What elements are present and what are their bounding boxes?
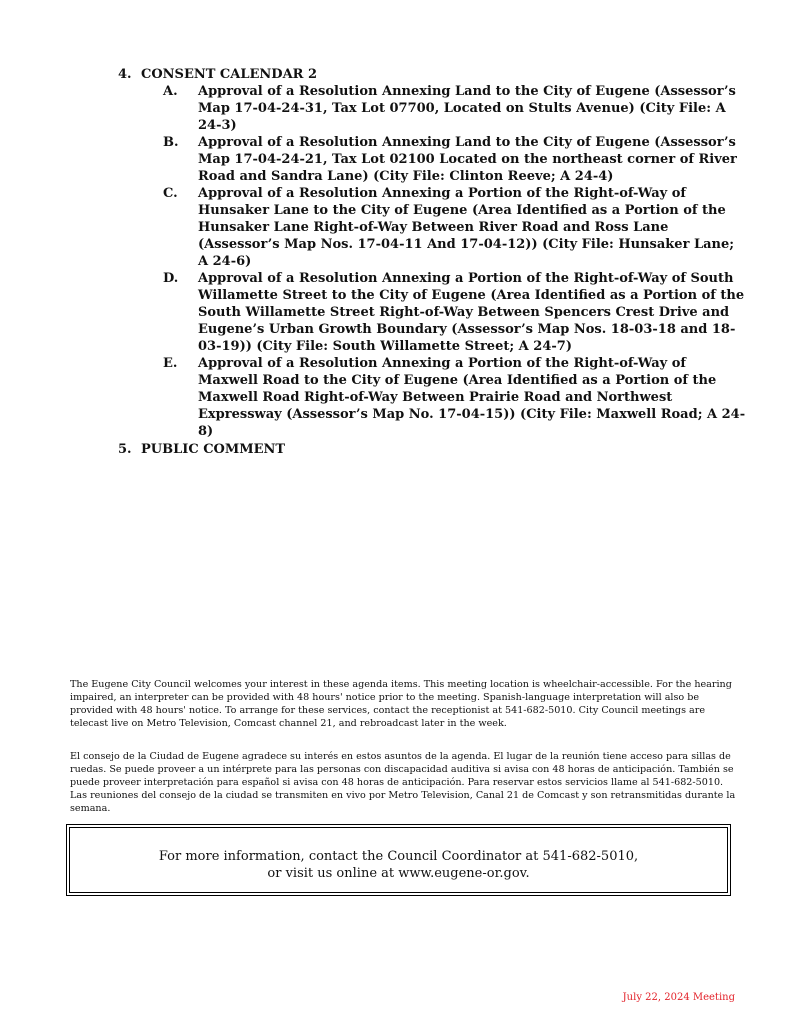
item-text: Approval of a Resolution Annexing a Portion of the Right-of-Way of Maxwell Road to the City of Eugene (Area Identified as a Portion of the Maxwell Road Right-of-Way Between Prairie Road and Northwest Expressway (Assessor’s Map No. 17-04-15)) (City File: Maxwell Road; A 24-8) [198, 356, 746, 439]
agenda-item-d [141, 270, 748, 355]
section-public-comment [118, 441, 748, 458]
item-letter: C. [163, 186, 178, 201]
section-number: 5. [118, 442, 132, 457]
section-heading: CONSENT CALENDAR 2 [141, 67, 318, 82]
consent-items-list [141, 83, 748, 440]
item-letter: B. [163, 135, 179, 150]
item-letter: D. [163, 271, 179, 286]
agenda-item-e [141, 355, 748, 440]
accessibility-notice-english: The Eugene City Council welcomes your interest in these agenda items. This meeting location is wheelchair-accessible. For the hearing impaired, an interpreter can be provided with 48 hours' notice prior to the meeting. Spanish-language interpretation will also be provided with 48 hours' notice. To arrange for these services, contact the receptionist at 541-682-5010. City Council meetings are telecast live on Metro Television, Comcast channel 21, and rebroadcast later in the week. [70, 678, 732, 730]
item-text: Approval of a Resolution Annexing Land to the City of Eugene (Assessor’s Map 17-04-24-31, Tax Lot 07700, Located on Stults Avenue) (City File: A 24-3) [198, 84, 736, 133]
section-consent-calendar [118, 66, 748, 440]
agenda-item-c [141, 185, 748, 270]
item-text: Approval of a Resolution Annexing a Portion of the Right-of-Way of Hunsaker Lane to the City of Eugene (Area Identified as a Portion of the Hunsaker Lane Right-of-Way Between River Road and Ross Lane (Assessor’s Map Nos. 17-04-11 And 17-04-12)) (City File: Hunsaker Lane; A 24-6) [198, 186, 735, 269]
section-number: 4. [118, 67, 132, 82]
item-text: Approval of a Resolution Annexing a Portion of the Right-of-Way of South Willamette Street to the City of Eugene (Area Identified as a Portion of the South Willamette Street Right-of-Way Between Spencers Crest Drive and Eugene’s Urban Growth Boundary (Assessor’s Map Nos. 18-03-18 and 18-03-19)) (City File: South Willamette Street; A 24-7) [198, 271, 745, 354]
agenda-item-b [141, 134, 748, 185]
accessibility-notice-spanish: El consejo de la Ciudad de Eugene agradece su interés en estos asuntos de la agenda. El lugar de la reunión tiene acceso para sillas de ruedas. Se puede proveer a un intérprete para las personas con discapacidad auditiva si avisa con 48 horas de anticipación. También se puede proveer interpretación para español si avisa con 48 horas de anticipación. Para reservar estos servicios llame al 541-682-5010. Las reuniones del consejo de la ciudad se transmiten en vivo por Metro Television, Canal 21 de Comcast y son retransmitidas durante la semana. [70, 750, 736, 815]
website-line: or visit us online at www.eugene-or.gov. [267, 866, 530, 881]
item-text: Approval of a Resolution Annexing Land to the City of Eugene (Assessor’s Map 17-04-24-21, Tax Lot 02100 Located on the northeast corner of River Road and Sandra Lane) (City File: Clinton Reeve; A 24-4) [198, 135, 737, 184]
contact-info-box [69, 827, 728, 893]
agenda-body [118, 66, 748, 458]
item-letter: E. [163, 356, 178, 371]
item-letter: A. [163, 84, 178, 99]
contact-line: For more information, contact the Council Coordinator at 541-682-5010, [158, 849, 639, 864]
section-heading: PUBLIC COMMENT [141, 442, 286, 457]
meeting-date-footer: July 22, 2024 Meeting [622, 992, 735, 1003]
agenda-item-a [141, 83, 748, 134]
